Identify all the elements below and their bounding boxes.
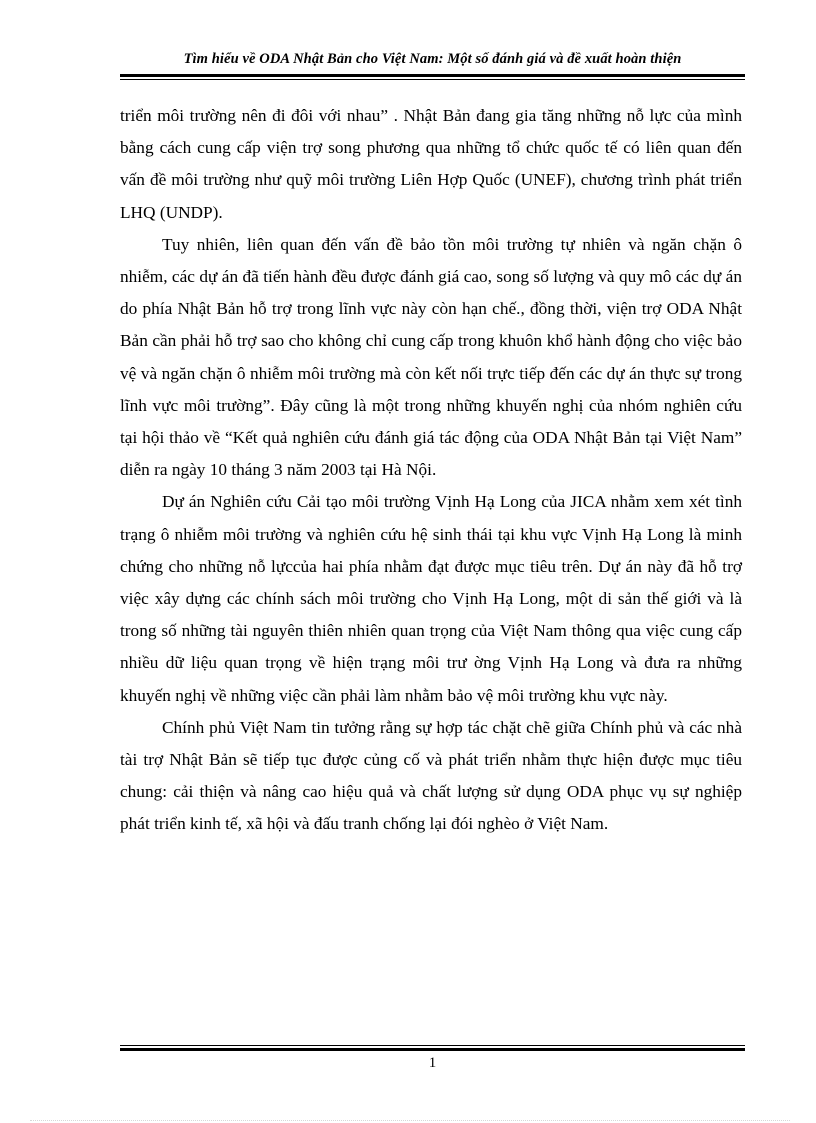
paragraph: Tuy nhiên, liên quan đến vấn đề bảo tồn môi trường tự nhiên và ngăn chặn ô nhiễm, các dự án đã tiến hành đều được đánh giá cao, song số lượng và quy mô các dự án do phía Nhật Bản hỗ trợ trong lĩnh vực này còn hạn chế., đồng thời, viện trợ ODA Nhật Bản cần phải hỗ trợ sao cho không chỉ cung cấp trong khuôn khổ hành động cho việc bảo vệ và ngăn chặn ô nhiễm môi trường mà còn kết nối trực tiếp đến các dự án thực sự trong lĩnh vực môi trường”. Đây cũng là một trong những khuyến nghị của nhóm nghiên cứu tại hội thảo về “Kết quả nghiên cứu đánh giá tác động của ODA Nhật Bản tại Việt Nam” diễn ra ngày 10 tháng 3 năm 2003 tại Hà Nội. [120, 234, 742, 480]
footer-rule-thick [120, 1048, 745, 1051]
header-rule-thick [120, 74, 745, 77]
paragraph: Dự án Nghiên cứu Cải tạo môi trường Vịnh Hạ Long của JICA nhằm xem xét tình trạng ô nhiễm môi trường và nghiên cứu hệ sinh thái tại khu vực Vịnh Hạ Long là minh chứng cho những nỗ lựccủa hai phía nhằm đạt được mục tiêu trên. Dự án này đã hỗ trợ việc xây dựng các chính sách môi trường cho Vịnh Hạ Long, một di sản thế giới và là trong số những tài nguyên thiên nhiên quan trọng của Việt Nam thông qua việc cung cấp nhiều dữ liệu quan trọng về hiện trạng môi trư ờng Vịnh Hạ Long và đưa ra những khuyến nghị về những việc cần phải làm nhằm bảo vệ môi trường khu vực này. [120, 492, 742, 705]
footer-rule-thin [120, 1045, 745, 1046]
paragraph: Chính phủ Việt Nam tin tưởng rằng sự hợp tác chặt chẽ giữa Chính phủ và các nhà tài trợ Nhật Bản sẽ tiếp tục được củng cố và phát triển nhằm thực hiện được mục tiêu chung: cải thiện và nâng cao hiệu quả và chất lượng sử dụng ODA phục vụ sự nghiệp phát triển kinh tế, xã hội và đấu tranh chống lại đói nghèo ở Việt Nam. [120, 717, 742, 834]
running-header: Tìm hiểu về ODA Nhật Bản cho Việt Nam: Một số đánh giá và đề xuất hoàn thiện [183, 51, 682, 67]
document-body [120, 100, 742, 841]
page-bottom-border [30, 1120, 790, 1121]
paragraph-continuation: triển môi trường nên đi đôi với nhau” . Nhật Bản đang gia tăng những nỗ lực của mình bằng cách cung cấp viện trợ song phương qua những tổ chức quốc tế có liên quan đến vấn đề môi trường như quỹ môi trường Liên Hợp Quốc (UNEF), chương trình phát triển LHQ (UNDP). [120, 106, 742, 222]
page-number: 1 [428, 1055, 437, 1071]
header-rule-thin [120, 79, 745, 80]
